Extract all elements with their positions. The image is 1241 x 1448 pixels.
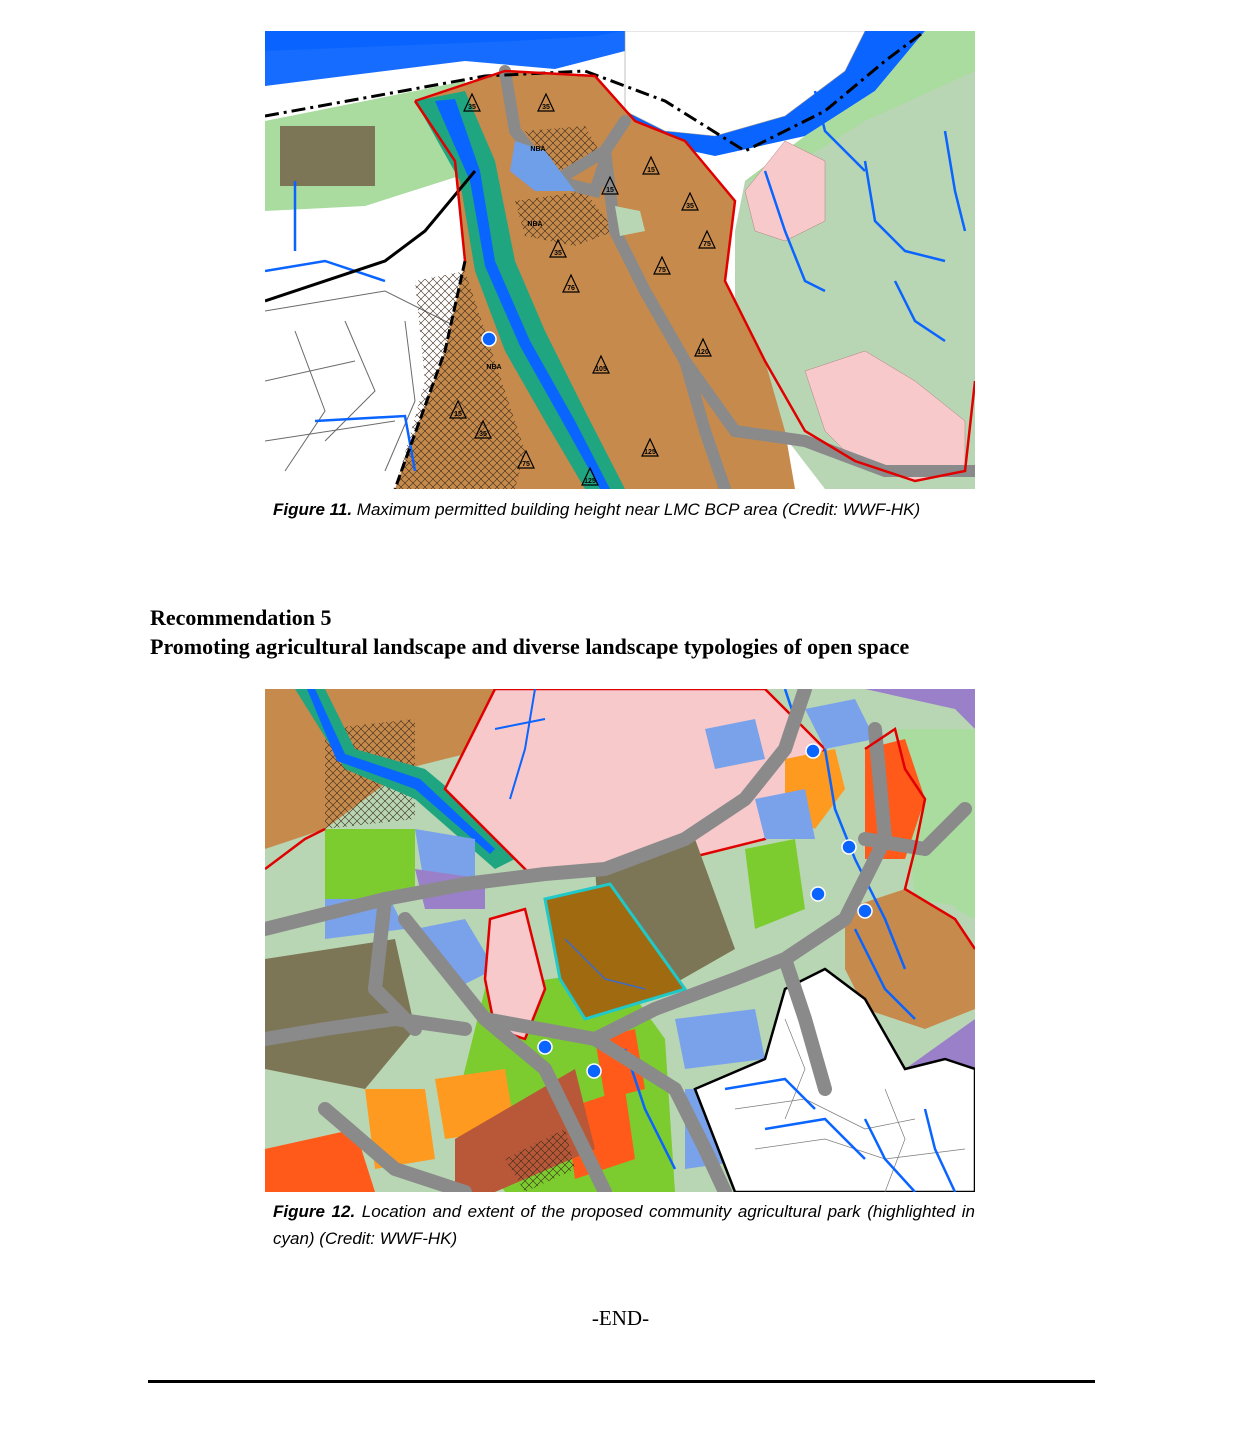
height-label: 120 xyxy=(697,349,709,356)
zone-label: NBA xyxy=(486,364,502,371)
figure-11-map-svg xyxy=(265,31,975,489)
height-label: 75 xyxy=(522,461,530,468)
figure-12-label: Figure 12. xyxy=(273,1202,356,1221)
height-label: 15 xyxy=(454,411,462,418)
height-label: 15 xyxy=(647,167,655,174)
water-droplet-icon xyxy=(538,1040,552,1054)
figure-12-text: Location and extent of the proposed community agricultural park (highlighted in cyan) (Credit: WWF-HK) xyxy=(273,1202,975,1248)
water-droplet-icon xyxy=(482,332,496,346)
height-label: 35 xyxy=(542,104,550,111)
height-label: 75 xyxy=(703,241,711,248)
water-droplet-icon xyxy=(811,887,825,901)
water-droplet-icon xyxy=(806,744,820,758)
recommendation-number: Recommendation 5 xyxy=(150,605,332,630)
height-label: 75 xyxy=(658,267,666,274)
end-marker: -END- xyxy=(591,1306,650,1330)
height-label: 15 xyxy=(606,187,614,194)
height-label: 105 xyxy=(595,366,607,373)
water-droplet-icon xyxy=(842,840,856,854)
height-label: 125 xyxy=(644,449,656,456)
figure-11-map xyxy=(265,31,975,489)
figure-11-caption xyxy=(273,496,975,523)
height-label: 35 xyxy=(479,431,487,438)
figure-12-caption xyxy=(273,1198,975,1252)
height-label: 125 xyxy=(584,478,596,485)
figure-12-map-svg xyxy=(265,689,975,1192)
water-droplet-icon xyxy=(858,904,872,918)
height-label: 35 xyxy=(468,104,476,111)
height-label: 35 xyxy=(686,203,694,210)
water-droplet-icon xyxy=(587,1064,601,1078)
figure-11-label: Figure 11. xyxy=(273,500,353,519)
zone-label: NBA xyxy=(530,146,546,153)
height-label: 76 xyxy=(567,285,575,292)
figure-11-text: Maximum permitted building height near LMC BCP area (Credit: WWF-HK) xyxy=(356,500,921,519)
figure-12-map xyxy=(265,689,975,1192)
height-label: 35 xyxy=(554,250,562,257)
recommendation-title: Promoting agricultural landscape and diverse landscape typologies of open space xyxy=(150,634,910,659)
zone-label: NBA xyxy=(527,221,543,228)
footer-rule xyxy=(148,1380,1095,1383)
